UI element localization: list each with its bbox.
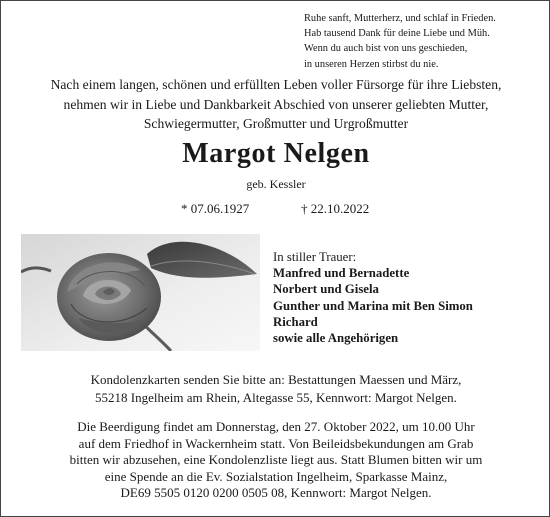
burial-line: DE69 5505 0120 0200 0505 08, Kennwort: Margot Nelgen. — [120, 485, 432, 501]
poem-line: in unseren Herzen stirbst du nie. — [304, 58, 439, 70]
condolence-line: Kondolenzkarten senden Sie bitte an: Bestattungen Maessen und März, — [90, 372, 462, 387]
mourners-heading: In stiller Trauer: — [273, 250, 357, 264]
mourner-name: Norbert und Gisela — [273, 282, 379, 297]
mourner-name: sowie alle Angehörigen — [273, 331, 399, 346]
intro-line: nehmen wir in Liebe und Dankbarkeit Abschied von unserer geliebten Mutter, — [63, 96, 489, 112]
poem-line: Hab tausend Dank für deine Liebe und Müh. — [304, 28, 490, 40]
poem — [304, 11, 544, 72]
death-date: † 22.10.2022 — [301, 201, 370, 216]
birth-name: geb. Kessler — [246, 177, 306, 191]
deceased-name: Margot Nelgen — [182, 138, 370, 169]
rose-image — [21, 234, 260, 351]
burial-line: bitten wir abzusehen, eine Kondolenzliste liegt aus. Statt Blumen bitten wir um — [69, 452, 483, 468]
birth-date: * 07.06.1927 — [181, 201, 250, 216]
burial-line: Die Beerdigung findet am Donnerstag, den 27. Oktober 2022, um 10.00 Uhr — [77, 419, 475, 434]
poem-line: Ruhe sanft, Mutterherz, und schlaf in Frieden. — [304, 13, 496, 24]
intro-text — [1, 75, 550, 134]
burial-line: auf dem Friedhof in Wackernheim statt. Von Beileidsbekundungen am Grab — [78, 435, 474, 451]
intro-line: Schwiegermutter, Großmutter und Urgroßmutter — [143, 116, 409, 131]
mourner-name: Richard — [273, 314, 318, 329]
condolence-line: 55218 Ingelheim am Rhein, Altegasse 55, Kennwort: Margot Nelgen. — [95, 390, 457, 405]
mourner-name: Manfred und Bernadette — [273, 266, 410, 281]
poem-line: Wenn du auch bist von uns geschieden, — [304, 43, 468, 55]
mourners-block — [273, 249, 473, 346]
condolence-info — [1, 371, 550, 407]
burial-line: eine Spende an die Ev. Sozialstation Ingelheim, Sparkasse Mainz, — [104, 468, 448, 484]
intro-line: Nach einem langen, schönen und erfüllten Leben voller Fürsorge für ihre Liebsten, — [50, 77, 502, 92]
burial-info — [1, 419, 550, 502]
mourner-name: Gunther und Marina mit Ben Simon — [273, 298, 473, 313]
